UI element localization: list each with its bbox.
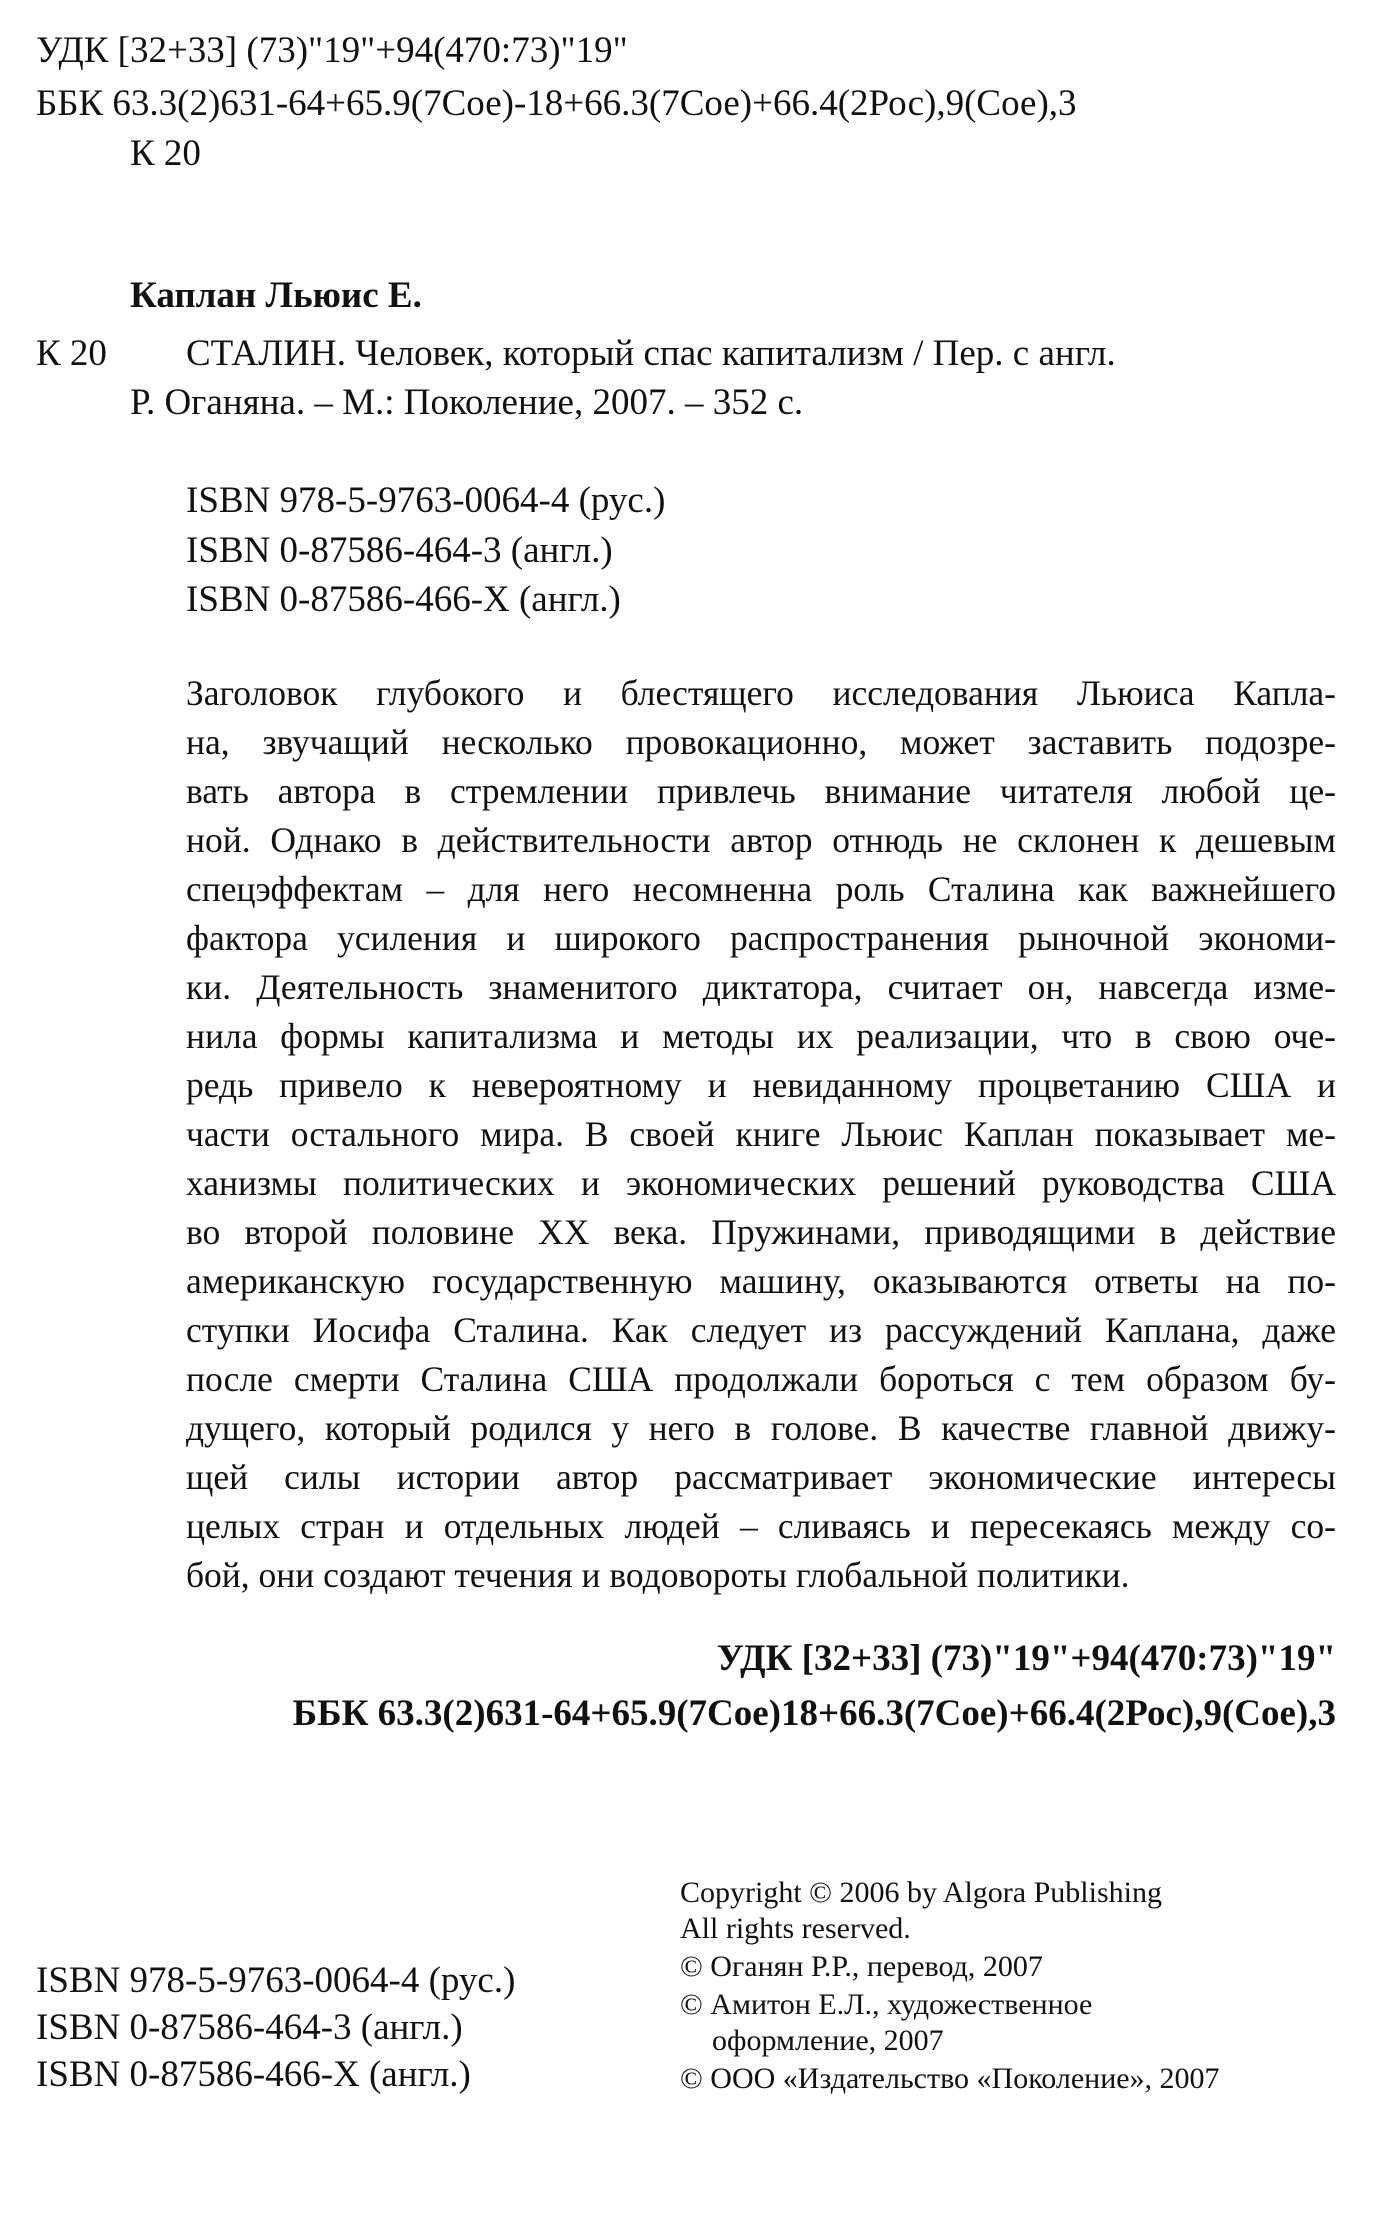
udk-header: УДК [32+33] (73)"19"+94(470:73)"19" (36, 30, 628, 71)
annotation-line: на, звучащий несколько провокационно, может заставить подозре- (186, 722, 1336, 762)
copyright-line: оформление, 2007 (712, 2024, 944, 2057)
isbn-bottom-1: ISBN 978-5-9763-0064-4 (рус.) (36, 1960, 516, 2001)
copyright-line: All rights reserved. (680, 1912, 911, 1945)
isbn-top-2: ISBN 0-87586-464-3 (англ.) (186, 530, 613, 571)
annotation-line: Заголовок глубокого и блестящего исследования Льюиса Капла- (186, 673, 1336, 713)
isbn-top-1: ISBN 978-5-9763-0064-4 (рус.) (186, 480, 666, 521)
author-code: К 20 (36, 333, 107, 374)
isbn-top-3: ISBN 0-87586-466-X (англ.) (186, 579, 621, 620)
annotation-line: редь привело к невероятному и невиданному процветанию США и (186, 1065, 1336, 1105)
annotation-line: ханизмы политических и экономических решений руководства США (186, 1163, 1336, 1203)
annotation-line: вать автора в стремлении привлечь внимание читателя любой це- (186, 771, 1336, 811)
annotation-line: ступки Иосифа Сталина. Как следует из рассуждений Каплана, даже (186, 1310, 1336, 1350)
isbn-bottom-3: ISBN 0-87586-466-X (англ.) (36, 2054, 471, 2095)
bbk-header: ББК 63.3(2)631-64+65.9(7Сое)-18+66.3(7Сое)+66.4(2Рос),9(Сое),3 (36, 83, 1077, 124)
annotation-line: щей силы истории автор рассматривает экономические интересы (186, 1457, 1336, 1497)
author-code-header: К 20 (130, 133, 201, 174)
annotation-line: спецэффектам – для него несомненна роль Сталина как важнейшего (186, 869, 1336, 909)
copyright-line: © ООО «Издательство «Поколение», 2007 (680, 2062, 1220, 2095)
annotation-line: после смерти Сталина США продолжали бороться с тем образом бу- (186, 1359, 1336, 1399)
copyright-line: © Оганян Р.Р., перевод, 2007 (680, 1950, 1043, 1983)
annotation-line: ки. Деятельность знаменитого диктатора, считает он, навсегда изме- (186, 967, 1336, 1007)
annotation-line: нила формы капитализма и методы их реализации, что в свою оче- (186, 1016, 1336, 1056)
isbn-bottom-2: ISBN 0-87586-464-3 (англ.) (36, 2007, 463, 2048)
title-line-1: СТАЛИН. Человек, который спас капитализм / Пер. с англ. (186, 333, 1116, 374)
annotation-line: во второй половине XX века. Пружинами, приводящими в действие (186, 1212, 1336, 1252)
annotation-line: части остального мира. В своей книге Льюис Каплан показывает ме- (186, 1114, 1336, 1154)
title-line-2: Р. Оганяна. – М.: Поколение, 2007. – 352 с. (130, 382, 804, 423)
bbk-bottom: ББК 63.3(2)631-64+65.9(7Сое)18+66.3(7Сое)+66.4(2Рос),9(Сое),3 (292, 1693, 1336, 1734)
copyright-line: Copyright © 2006 by Algora Publishing (680, 1876, 1162, 1909)
author-name: Каплан Льюис Е. (130, 275, 422, 316)
annotation-line: фактора усиления и широкого распространения рыночной экономи- (186, 918, 1336, 958)
copyright-line: © Амитон Е.Л., художественное (680, 1988, 1093, 2021)
annotation-line: ной. Однако в действительности автор отнюдь не склонен к дешевым (186, 820, 1336, 860)
udk-bottom: УДК [32+33] (73)"19"+94(470:73)"19" (716, 1638, 1336, 1679)
annotation-line: американскую государственную машину, оказываются ответы на по- (186, 1261, 1336, 1301)
annotation-line: бой, они создают течения и водовороты глобальной политики. (186, 1555, 1130, 1595)
annotation-line: целых стран и отдельных людей – сливаясь и пересекаясь между со- (186, 1506, 1336, 1546)
annotation-line: дущего, который родился у него в голове. В качестве главной движу- (186, 1408, 1336, 1448)
